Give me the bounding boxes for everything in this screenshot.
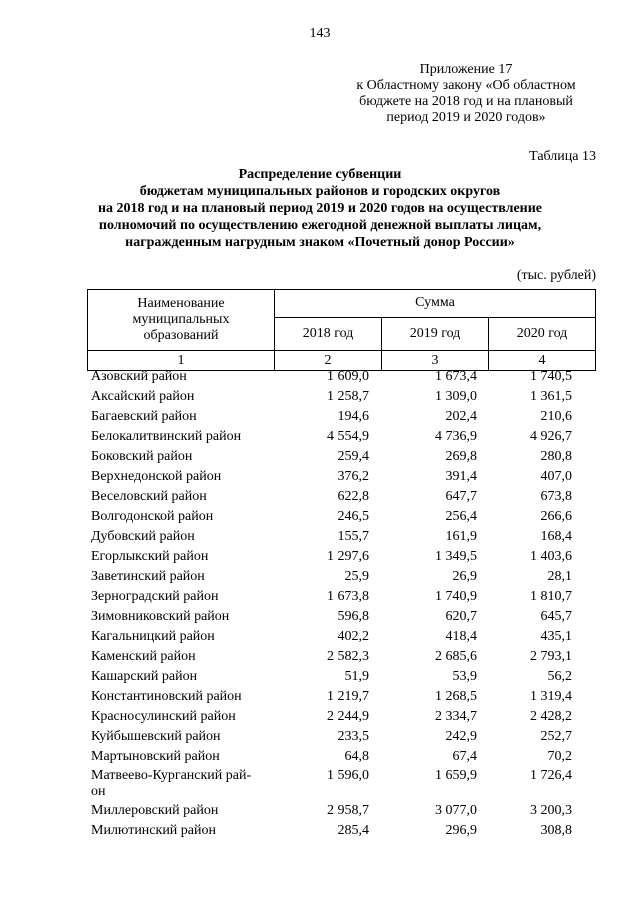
header-year-2019: 2019 год xyxy=(382,317,489,350)
district-name xyxy=(87,688,274,706)
amount-2018: 596,8 xyxy=(337,609,369,624)
district-name-text: Миллеровский район xyxy=(91,803,219,818)
district-name xyxy=(87,608,274,626)
amount-2018: 1 297,6 xyxy=(327,549,369,564)
amount-2019: 1 309,0 xyxy=(435,389,477,404)
amount-2018: 1 673,8 xyxy=(327,589,369,604)
title-line: награжденным нагрудным знаком «Почетный донор России» xyxy=(125,235,515,250)
district-name-continuation: он xyxy=(91,784,106,799)
amount-2020: 3 200,3 xyxy=(530,803,572,818)
table-row xyxy=(87,468,596,488)
district-name xyxy=(87,768,274,800)
table-row xyxy=(87,608,596,628)
district-name xyxy=(87,548,274,566)
amount-2018: 2 958,7 xyxy=(327,803,369,818)
amount-2018: 1 219,7 xyxy=(327,689,369,704)
district-name xyxy=(87,668,274,686)
amount-2018: 2 244,9 xyxy=(327,709,369,724)
amount-2019: 391,4 xyxy=(445,469,477,484)
amount-2018: 4 554,9 xyxy=(327,429,369,444)
district-name xyxy=(87,408,274,426)
amount-2020: 70,2 xyxy=(547,749,572,764)
header-name-line: образований xyxy=(143,328,219,343)
amount-2019: 1 268,5 xyxy=(435,689,477,704)
district-name xyxy=(87,822,274,840)
district-name xyxy=(87,388,274,406)
amount-2019: 3 077,0 xyxy=(435,803,477,818)
amount-2019: 269,8 xyxy=(445,449,477,464)
table-row xyxy=(87,588,596,608)
table-row xyxy=(87,768,596,802)
table-row xyxy=(87,822,596,842)
amount-2020: 308,8 xyxy=(540,823,572,838)
district-name-text: Красносулинский район xyxy=(91,709,236,724)
amount-2018: 1 596,0 xyxy=(327,768,369,783)
appendix-line: период 2019 и 2020 годов» xyxy=(386,110,546,125)
amount-2018: 246,5 xyxy=(337,509,369,524)
district-name xyxy=(87,528,274,546)
header-name-line: Наименование xyxy=(137,296,225,311)
amount-2020: 435,1 xyxy=(540,629,572,644)
table-row xyxy=(87,568,596,588)
district-name xyxy=(87,728,274,746)
table-row xyxy=(87,428,596,448)
amount-2019: 26,9 xyxy=(452,569,477,584)
district-name-text: Боковский район xyxy=(91,449,193,464)
appendix-note xyxy=(336,62,596,126)
amount-2018: 233,5 xyxy=(337,729,369,744)
table-row xyxy=(87,408,596,428)
title-line: бюджетам муниципальных районов и городских округов xyxy=(139,184,501,199)
amount-2019: 647,7 xyxy=(445,489,477,504)
title-line: полномочий по осуществлению ежегодной денежной выплаты лицам, xyxy=(98,218,542,233)
amount-2020: 280,8 xyxy=(540,449,572,464)
district-name xyxy=(87,488,274,506)
district-name xyxy=(87,568,274,586)
district-name-text: Кашарский район xyxy=(91,669,198,684)
table-body xyxy=(87,368,596,842)
district-name-text: Егорлыкский район xyxy=(91,549,209,564)
table-row xyxy=(87,368,596,388)
district-name-text: Зерноградский район xyxy=(91,589,219,604)
amount-2020: 168,4 xyxy=(540,529,572,544)
district-name xyxy=(87,508,274,526)
column-number: 2 xyxy=(275,351,382,371)
district-name-text: Милютинский район xyxy=(91,823,217,838)
table-row xyxy=(87,488,596,508)
district-name-text: Мартыновский район xyxy=(91,749,220,764)
table-row xyxy=(87,668,596,688)
amount-2020: 4 926,7 xyxy=(530,429,572,444)
amount-2020: 210,6 xyxy=(540,409,572,424)
amount-2019: 1 673,4 xyxy=(435,369,477,384)
district-name-text: Азовский район xyxy=(91,369,187,384)
district-name-text: Куйбышевский район xyxy=(91,729,221,744)
amount-2020: 1 403,6 xyxy=(530,549,572,564)
header-year-2020: 2020 год xyxy=(489,317,596,350)
table-row xyxy=(87,748,596,768)
appendix-line: к Областному закону «Об областном xyxy=(356,78,576,93)
amount-2018: 1 258,7 xyxy=(327,389,369,404)
amount-2018: 155,7 xyxy=(337,529,369,544)
amount-2019: 1 349,5 xyxy=(435,549,477,564)
amount-2019: 418,4 xyxy=(445,629,477,644)
district-name-text: Зимовниковский район xyxy=(91,609,230,624)
appendix-line: бюджете на 2018 год и на плановый xyxy=(359,94,573,109)
district-name-text: Константиновский район xyxy=(91,689,242,704)
table-row xyxy=(87,728,596,748)
table-row xyxy=(87,628,596,648)
amount-2018: 25,9 xyxy=(344,569,369,584)
units-note: (тыс. рублей) xyxy=(516,268,596,283)
district-name-text: Веселовский район xyxy=(91,489,207,504)
amount-2018: 259,4 xyxy=(337,449,369,464)
amount-2020: 28,1 xyxy=(547,569,572,584)
title-line: Распределение субвенции xyxy=(238,167,402,182)
header-year-2018: 2018 год xyxy=(275,317,382,350)
amount-2019: 1 659,9 xyxy=(435,768,477,783)
district-name xyxy=(87,708,274,726)
amount-2020: 266,6 xyxy=(540,509,572,524)
district-name-text: Каменский район xyxy=(91,649,196,664)
district-name xyxy=(87,588,274,606)
amount-2020: 1 810,7 xyxy=(530,589,572,604)
amount-2019: 1 740,9 xyxy=(435,589,477,604)
amount-2018: 51,9 xyxy=(344,669,369,684)
amount-2018: 622,8 xyxy=(337,489,369,504)
column-number: 1 xyxy=(88,351,275,371)
amount-2019: 4 736,9 xyxy=(435,429,477,444)
district-name-text: Белокалитвинский район xyxy=(91,429,242,444)
district-name xyxy=(87,468,274,486)
amount-2018: 376,2 xyxy=(337,469,369,484)
amount-2019: 620,7 xyxy=(445,609,477,624)
amount-2018: 64,8 xyxy=(344,749,369,764)
amount-2019: 53,9 xyxy=(452,669,477,684)
title-line: на 2018 год и на плановый период 2019 и 2020 годов на осуществление xyxy=(97,201,543,216)
table-header xyxy=(87,289,596,371)
amount-2018: 194,6 xyxy=(337,409,369,424)
table-row xyxy=(87,548,596,568)
table-row xyxy=(87,528,596,548)
appendix-line: Приложение 17 xyxy=(419,62,513,77)
amount-2020: 56,2 xyxy=(547,669,572,684)
amount-2019: 296,9 xyxy=(445,823,477,838)
column-number: 3 xyxy=(382,351,489,371)
header-name-column xyxy=(88,290,275,351)
district-name xyxy=(87,748,274,766)
amount-2020: 1 319,4 xyxy=(530,689,572,704)
district-name xyxy=(87,802,274,820)
district-name-text: Матвеево-Курганский рай- xyxy=(91,768,252,783)
amount-2018: 2 582,3 xyxy=(327,649,369,664)
table-label: Таблица 13 xyxy=(529,149,596,164)
table-row xyxy=(87,388,596,408)
amount-2020: 252,7 xyxy=(540,729,572,744)
amount-2019: 2 334,7 xyxy=(435,709,477,724)
table-row xyxy=(87,648,596,668)
amount-2019: 2 685,6 xyxy=(435,649,477,664)
amount-2018: 1 609,0 xyxy=(327,369,369,384)
district-name xyxy=(87,648,274,666)
document-title xyxy=(0,166,640,251)
district-name xyxy=(87,428,274,446)
amount-2020: 1 740,5 xyxy=(530,369,572,384)
amount-2018: 402,2 xyxy=(337,629,369,644)
column-number: 4 xyxy=(489,351,596,371)
district-name-text: Дубовский район xyxy=(91,529,195,544)
table-row xyxy=(87,688,596,708)
district-name xyxy=(87,448,274,466)
amount-2019: 256,4 xyxy=(445,509,477,524)
table-row xyxy=(87,508,596,528)
header-sum: Сумма xyxy=(275,290,596,318)
district-name xyxy=(87,628,274,646)
table-row xyxy=(87,802,596,822)
amount-2019: 242,9 xyxy=(445,729,477,744)
district-name-text: Багаевский район xyxy=(91,409,197,424)
district-name-text: Заветинский район xyxy=(91,569,205,584)
amount-2020: 2 428,2 xyxy=(530,709,572,724)
amount-2020: 1 726,4 xyxy=(530,768,572,783)
table-row xyxy=(87,708,596,728)
amount-2019: 67,4 xyxy=(452,749,477,764)
district-name-text: Аксайский район xyxy=(91,389,195,404)
amount-2020: 673,8 xyxy=(540,489,572,504)
district-name-text: Волгодонской район xyxy=(91,509,214,524)
amount-2020: 2 793,1 xyxy=(530,649,572,664)
district-name xyxy=(87,368,274,386)
amount-2018: 285,4 xyxy=(337,823,369,838)
amount-2020: 407,0 xyxy=(540,469,572,484)
amount-2019: 202,4 xyxy=(445,409,477,424)
district-name-text: Верхнедонской район xyxy=(91,469,222,484)
page-number: 143 xyxy=(309,26,331,41)
header-name-line: муниципальных xyxy=(132,312,230,327)
amount-2019: 161,9 xyxy=(445,529,477,544)
amount-2020: 645,7 xyxy=(540,609,572,624)
table-row xyxy=(87,448,596,468)
district-name-text: Кагальницкий район xyxy=(91,629,215,644)
amount-2020: 1 361,5 xyxy=(530,389,572,404)
